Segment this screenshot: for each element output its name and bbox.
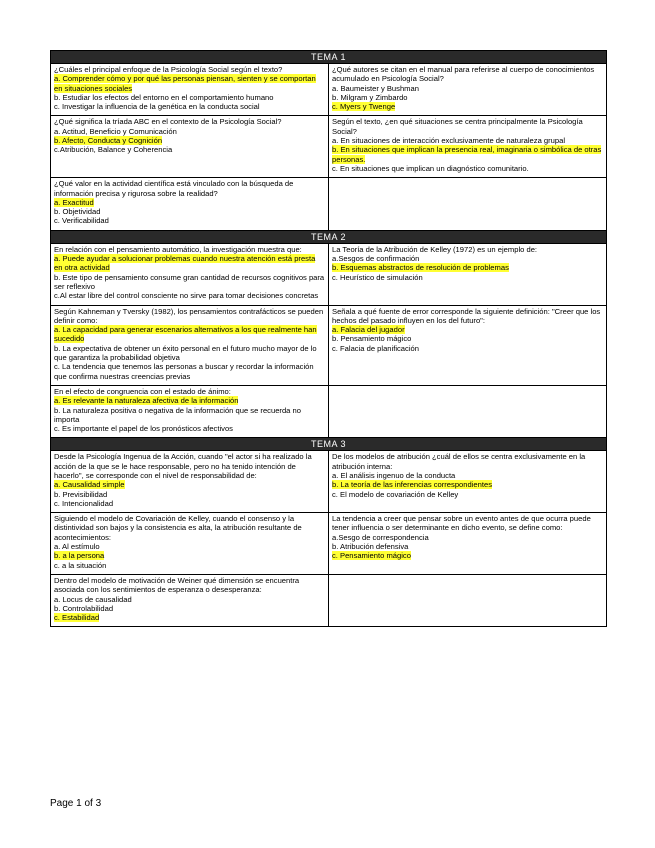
answer-option [332, 84, 603, 93]
option-text: a. Falacia del jugador [332, 325, 405, 335]
answer-option [332, 542, 603, 551]
answer-option [54, 216, 325, 225]
question-row [51, 385, 607, 437]
option-text: b. Milgram y Zimbardo [332, 92, 408, 102]
option-text: c. Intencionalidad [54, 498, 114, 508]
answer-option [54, 291, 325, 300]
questions-table [50, 50, 607, 627]
question-cell [329, 116, 607, 178]
answer-option [332, 93, 603, 102]
question-text: Dentro del modelo de motivación de Weiner qué dimensión se encuentra asociada con los sentimientos de esperanza o desesperanza: [54, 575, 300, 595]
empty-cell [329, 385, 607, 437]
answer-option [332, 471, 603, 480]
option-text: a. Comprender cómo y por qué las personas piensan, sienten y se comportan en situaciones sociales [54, 74, 316, 93]
answer-option [54, 362, 325, 381]
answer-option [54, 499, 325, 508]
empty-cell [329, 178, 607, 230]
question-cell [51, 513, 329, 575]
question-row [51, 513, 607, 575]
question-text: De los modelos de atribución ¿cuál de ellos se centra exclusivamente en la atribución interna: [332, 452, 586, 471]
answer-option [54, 273, 325, 292]
option-text: a. Actitud, Beneficio y Comunicación [54, 126, 177, 136]
option-text: c. Myers y Twenge [332, 102, 396, 112]
option-text: a. Exactitud [54, 197, 94, 207]
question-text: ¿Qué autores se citan en el manual para referirse al cuerpo de conocimientos acumulado en Psicología Social? [332, 65, 595, 84]
question-cell [51, 385, 329, 437]
theme-title: TEMA 3 [51, 438, 607, 451]
answer-option-correct [332, 102, 603, 111]
option-text: a.Sesgo de correspondencia [332, 532, 429, 542]
option-text: c.Atribución, Balance y Coherencia [54, 145, 173, 155]
option-text: c. a la situación [54, 560, 107, 570]
answer-option-correct [54, 198, 325, 207]
option-text: a. Al estímulo [54, 542, 100, 552]
answer-option [332, 273, 603, 282]
option-text: b. Objetividad [54, 207, 101, 217]
page-footer: Page 1 of 3 [50, 798, 102, 809]
option-text: c. La tendencia que tenemos las personas a buscar y recordar la información que confirma nuestras creencias previas [54, 362, 314, 381]
question-text: La tendencia a creer que pensar sobre un evento antes de que ocurra puede tener influencia o ser determinante en dicho evento, se define como: [332, 514, 591, 533]
option-text: b. La teoría de las inferencias correspondientes [332, 480, 492, 490]
option-text: b. Esquemas abstractos de resolución de problemas [332, 263, 509, 273]
theme-header [51, 230, 607, 243]
answer-option [54, 207, 325, 216]
question-cell [329, 64, 607, 116]
answer-option [54, 127, 325, 136]
question-cell [51, 305, 329, 385]
theme-header [51, 51, 607, 64]
option-text: a. La capacidad para generar escenarios alternativos a los que realmente han sucedido [54, 325, 317, 344]
answer-option [332, 334, 603, 343]
question-text: ¿Qué significa la tríada ABC en el contexto de la Psicología Social? [54, 117, 282, 127]
option-text: b. Pensamiento mágico [332, 334, 412, 344]
answer-option [54, 542, 325, 551]
option-text: c. El modelo de covariación de Kelley [332, 489, 459, 499]
option-text: a. Es relevante la naturaleza afectiva de la información [54, 396, 239, 406]
theme-header [51, 438, 607, 451]
answer-option [54, 344, 325, 363]
option-text: b. En situaciones que implican la presencia real, imaginaria o simbólica de otras personas. [332, 145, 602, 164]
option-text: b. La expectativa de obtener un éxito personal en el futuro mucho mayor de lo que garantiza la probabilidad objetiva [54, 343, 317, 363]
option-text: b. a la persona [54, 551, 105, 561]
question-row [51, 178, 607, 230]
option-text: a. Puede ayudar a solucionar problemas cuando nuestra atención está presta en otra actividad [54, 254, 316, 273]
question-text: ¿Qué valor en la actividad científica está vinculado con la búsqueda de información precisa y rigurosa sobre la realidad? [54, 179, 294, 198]
question-row [51, 243, 607, 305]
question-cell [329, 305, 607, 385]
option-text: b. La naturaleza positiva o negativa de la información que se recuerda no importa [54, 405, 301, 424]
answer-option-correct [332, 145, 603, 164]
question-text: ¿Cuáles el principal enfoque de la Psicología Social según el texto? [54, 65, 283, 74]
answer-option [332, 136, 603, 145]
answer-option [54, 490, 325, 499]
option-text: a. Locus de causalidad [54, 594, 132, 604]
answer-option [332, 254, 603, 263]
answer-option-correct [54, 551, 325, 560]
option-text: b. Controlabilidad [54, 603, 114, 613]
answer-option [54, 93, 325, 102]
empty-cell [329, 574, 607, 626]
option-text: b. Afecto, Conducta y Cognición [54, 136, 163, 146]
question-cell [51, 574, 329, 626]
answer-option-correct [54, 74, 325, 93]
question-cell [329, 451, 607, 513]
option-text: b. Previsibilidad [54, 489, 108, 499]
question-cell [51, 243, 329, 305]
option-text: a. Causalidad simple [54, 480, 125, 490]
answer-option [332, 490, 603, 499]
option-text: a. Baumeister y Bushman [332, 83, 419, 93]
question-row [51, 451, 607, 513]
answer-option-correct [54, 396, 325, 405]
theme-title: TEMA 1 [51, 51, 607, 64]
answer-option-correct [332, 325, 603, 334]
answer-option [54, 102, 325, 111]
question-cell [329, 243, 607, 305]
answer-option [332, 164, 603, 173]
option-text: a. El análisis ingenuo de la conducta [332, 470, 456, 480]
question-cell [51, 451, 329, 513]
option-text: c. Es importante el papel de los pronósticos afectivos [54, 424, 233, 434]
question-text: La Teoría de la Atribución de Kelley (1972) es un ejemplo de: [332, 244, 538, 254]
theme-title: TEMA 2 [51, 230, 607, 243]
question-text: En relación con el pensamiento automático, la investigación muestra que: [54, 244, 302, 254]
option-text: c. Investigar la influencia de la genética en la conducta social [54, 102, 260, 112]
option-text: a.Sesgos de confirmación [332, 254, 420, 264]
option-text: c.Al estar libre del control consciente no sirve para tomar decisiones concretas [54, 291, 319, 301]
option-text: c. Falacia de planificación [332, 343, 419, 353]
question-text: Según Kahneman y Tversky (1982), los pensamientos contrafácticos se pueden definir como: [54, 306, 324, 325]
option-text: c. Heurístico de simulación [332, 272, 423, 282]
answer-option-correct [54, 136, 325, 145]
question-row [51, 64, 607, 116]
answer-option [54, 604, 325, 613]
question-row [51, 305, 607, 385]
question-row [51, 574, 607, 626]
answer-option [332, 533, 603, 542]
question-text: Desde la Psicología Ingenua de la Acción, cuando "el actor si ha realizado la acción de la que se le hace responsable, pero no ha tenido intención de hacerlo", se corresponde con el nivel de responsabilidad de: [54, 452, 312, 480]
answer-option [332, 344, 603, 353]
answer-option-correct [54, 254, 325, 273]
option-text: b. Estudiar los efectos del entorno en el comportamiento humano [54, 92, 274, 102]
option-text: b. Este tipo de pensamiento consume gran cantidad de recursos cognitivos para ser reflexivo [54, 272, 325, 291]
option-text: c. Verificabilidad [54, 216, 109, 226]
option-text: a. En situaciones de interacción exclusivamente de naturaleza grupal [332, 136, 566, 146]
question-cell [51, 64, 329, 116]
answer-option-correct [54, 613, 325, 622]
answer-option-correct [54, 480, 325, 489]
option-text: b. Atribución defensiva [332, 542, 409, 552]
question-cell [329, 513, 607, 575]
question-text: Señala a qué fuente de error corresponde la siguiente definición: "Creer que los hechos del pasado influyen en los del futuro": [332, 306, 601, 325]
option-text: c. En situaciones que implican un diagnóstico comunitario. [332, 163, 529, 173]
answer-option [54, 595, 325, 604]
question-row [51, 116, 607, 178]
answer-option [54, 406, 325, 425]
answer-option-correct [332, 551, 603, 560]
answer-option [54, 424, 325, 433]
answer-option [54, 561, 325, 570]
question-cell [51, 116, 329, 178]
question-text: Siguiendo el modelo de Covariación de Kelley, cuando el consenso y la distintividad son bajos y la consistencia es alta, la atribución resultante de acontecimientos: [54, 514, 302, 542]
option-text: c. Pensamiento mágico [332, 551, 411, 561]
option-text: c. Estabilidad [54, 613, 100, 623]
question-text: En el efecto de congruencia con el estado de ánimo: [54, 386, 231, 396]
question-text: Según el texto, ¿en qué situaciones se centra principalmente la Psicología Social? [332, 117, 583, 136]
answer-option [54, 145, 325, 154]
answer-option-correct [332, 480, 603, 489]
question-cell [51, 178, 329, 230]
answer-option-correct [332, 263, 603, 272]
answer-option-correct [54, 325, 325, 344]
